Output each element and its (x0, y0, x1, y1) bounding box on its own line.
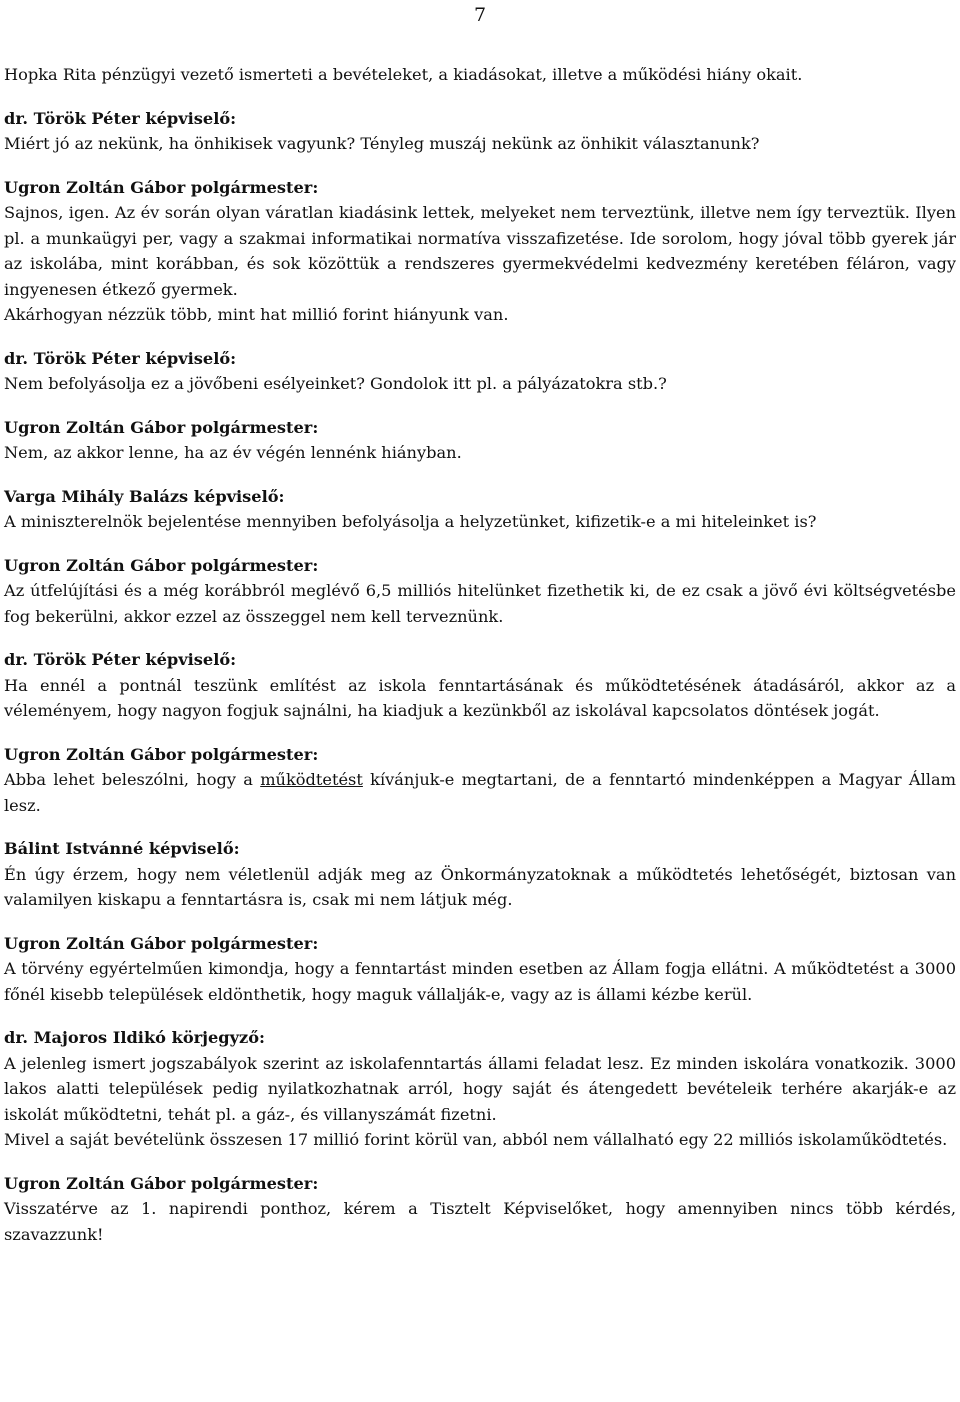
speaker-name: Bálint Istvánné képviselő: (4, 839, 240, 858)
speech-paragraph: A jelenleg ismert jogszabályok szerint az iskolafenntartás állami feladat lesz. Ez minden iskolára vonatkozik. 3000 lakos alatti települések pedig nyilatkozhatnak arról, hogy saját és átengedett bevételeik terhére akarják-e az iskolát működtetni, tehát pl. a gáz-, és villanyszámát fizetni. (4, 1053, 956, 1124)
speech-paragraph: Visszatérve az 1. napirendi ponthoz, kérem a Tisztelt Képviselőket, hogy amennyiben nincs több kérdés, szavazzunk! (4, 1199, 956, 1244)
speaker-name: Ugron Zoltán Gábor polgármester: (4, 933, 319, 953)
minutes-body (4, 62, 956, 1265)
speech-block (4, 1171, 956, 1248)
underlined-term: működtetést (260, 770, 363, 789)
speaker-name: Varga Mihály Balázs képviselő: (4, 486, 285, 506)
speaker-name: Ugron Zoltán Gábor polgármester: (4, 1173, 319, 1193)
page-number: 7 (473, 4, 487, 26)
speech-paragraph: Sajnos, igen. Az év során olyan váratlan kiadásink lettek, melyeket nem terveztünk, illetve nem így terveztük. Ilyen pl. a munkaügyi per, vagy a szakmai informatikai normatíva visszafizetése. Ide sorolom, hogy jóval több gyerek jár az iskolába, mint korábban, és sok közöttük a rendszeres gyermekvédelmi kedvezmény keretében féláron, vagy ingyenesen étkező gyermek. (4, 203, 956, 299)
speech-paragraph: A miniszterelnök bejelentése mennyiben befolyásolja a helyzetünket, kifizetik-e a mi hiteleinket is? (4, 512, 817, 531)
intro-block (4, 62, 956, 88)
speech-block (4, 1025, 956, 1153)
speaker-name: dr. Török Péter képviselő: (4, 348, 237, 368)
speech-block (4, 175, 956, 328)
speech-block (4, 553, 956, 630)
speech-paragraph: Az útfelújítási és a még korábbról meglévő 6,5 milliós hitelünket fizethetik ki, de ez csak a jövő évi költségvetésbe fog bekerülni, akkor ezzel az összeggel nem kell terveznünk. (4, 581, 956, 626)
speech-block (4, 346, 956, 397)
text-span: kívánjuk-e megtartani, de a fenntartó mindenképpen a Magyar Állam lesz. (4, 770, 956, 815)
speech-block (4, 836, 956, 913)
speech-block (4, 484, 956, 535)
speaker-name: Ugron Zoltán Gábor polgármester: (4, 744, 319, 764)
text-span: Abba lehet beleszólni, hogy a (4, 770, 261, 789)
speech-block (4, 931, 956, 1008)
speech-paragraph (4, 767, 956, 818)
speech-paragraph: Én úgy érzem, hogy nem véletlenül adják meg az Önkormányzatoknak a működtetés lehetőségét, biztosan van valamilyen kiskapu a fenntartásra is, csak mi nem látjuk még. (4, 864, 956, 909)
speech-block (4, 106, 956, 157)
intro-paragraph: Hopka Rita pénzügyi vezető ismerteti a bevételeket, a kiadásokat, illetve a működési hiány okait. (4, 65, 803, 84)
speech-paragraph: Miért jó az nekünk, ha önhikisek vagyunk? Tényleg muszáj nekünk az önhikit választanunk? (4, 134, 760, 153)
speech-paragraph: Nem befolyásolja ez a jövőbeni esélyeinket? Gondolok itt pl. a pályázatokra stb.? (4, 374, 667, 393)
speaker-name: dr. Török Péter képviselő: (4, 650, 237, 669)
speaker-name: Ugron Zoltán Gábor polgármester: (4, 555, 319, 575)
speech-paragraph: Ha ennél a pontnál teszünk említést az iskola fenntartásának és működtetésének átadásáról, akkor az a véleményem, hogy nagyon fogjuk sajnálni, ha kiadjuk a kezünkből az iskolával kapcsolatos döntések jogát. (4, 675, 956, 720)
speaker-name: Ugron Zoltán Gábor polgármester: (4, 417, 319, 437)
speech-paragraph: Mivel a saját bevételünk összesen 17 millió forint körül van, abból nem vállalható egy 22 milliós iskolaműködtetés. (4, 1130, 948, 1149)
speaker-name: dr. Majoros Ildikó körjegyző: (4, 1028, 265, 1047)
speech-paragraph: Akárhogyan nézzük több, mint hat millió forint hiányunk van. (4, 305, 509, 324)
speaker-name: Ugron Zoltán Gábor polgármester: (4, 177, 319, 197)
speaker-name: dr. Török Péter képviselő: (4, 108, 237, 128)
speech-block (4, 415, 956, 466)
speech-paragraph: Nem, az akkor lenne, ha az év végén lennénk hiányban. (4, 443, 462, 462)
speech-block (4, 742, 956, 819)
speech-block (4, 647, 956, 724)
speech-paragraph: A törvény egyértelműen kimondja, hogy a fenntartást minden esetben az Állam fogja ellátni. A működtetést a 3000 főnél kisebb települések eldönthetik, hogy maguk vállalják-e, vagy az is állami kézbe kerül. (4, 959, 956, 1004)
